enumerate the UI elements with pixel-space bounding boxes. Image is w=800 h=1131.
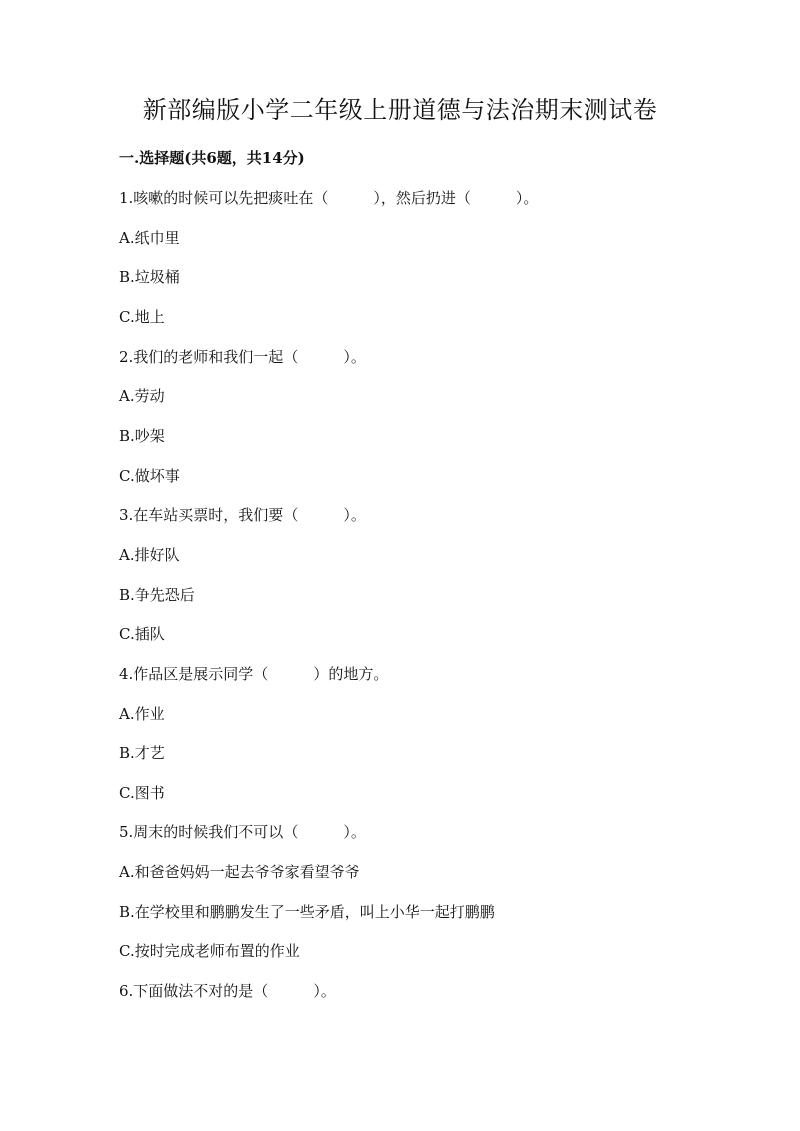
question-1-option-b: B.垃圾桶 — [119, 268, 180, 286]
question-4-option-b: B.才艺 — [119, 744, 165, 762]
question-1-option-a: A.纸巾里 — [119, 229, 180, 247]
question-6-stem: 6.下面做法不对的是（ ）。 — [119, 982, 336, 1000]
question-2-stem: 2.我们的老师和我们一起（ ）。 — [119, 348, 366, 366]
question-1-stem: 1.咳嗽的时候可以先把痰吐在（ ），然后扔进（ ）。 — [119, 189, 539, 207]
question-5-stem: 5.周末的时候我们不可以（ ）。 — [119, 823, 366, 841]
question-1-option-c: C.地上 — [119, 308, 165, 326]
question-5-option-a: A.和爸爸妈妈一起去爷爷家看望爷爷 — [119, 863, 360, 881]
question-3-option-c: C.插队 — [119, 625, 165, 643]
question-3-option-b: B.争先恐后 — [119, 586, 195, 604]
question-4-option-a: A.作业 — [119, 705, 165, 723]
question-2-option-b: B.吵架 — [119, 427, 165, 445]
question-4-option-c: C.图书 — [119, 784, 165, 802]
question-5-option-b: B.在学校里和鹏鹏发生了一些矛盾，叫上小华一起打鹏鹏 — [119, 903, 495, 921]
page-title: 新部编版小学二年级上册道德与法治期末测试卷 — [142, 96, 658, 124]
question-5-option-c: C.按时完成老师布置的作业 — [119, 942, 300, 960]
question-3-stem: 3.在车站买票时，我们要（ ）。 — [119, 506, 366, 524]
question-2-option-c: C.做坏事 — [119, 467, 180, 485]
question-3-option-a: A.排好队 — [119, 546, 180, 564]
section-heading: 一.选择题(共6题，共14分) — [119, 149, 305, 167]
question-4-stem: 4.作品区是展示同学（ ）的地方。 — [119, 665, 389, 683]
question-2-option-a: A.劳动 — [119, 387, 165, 405]
